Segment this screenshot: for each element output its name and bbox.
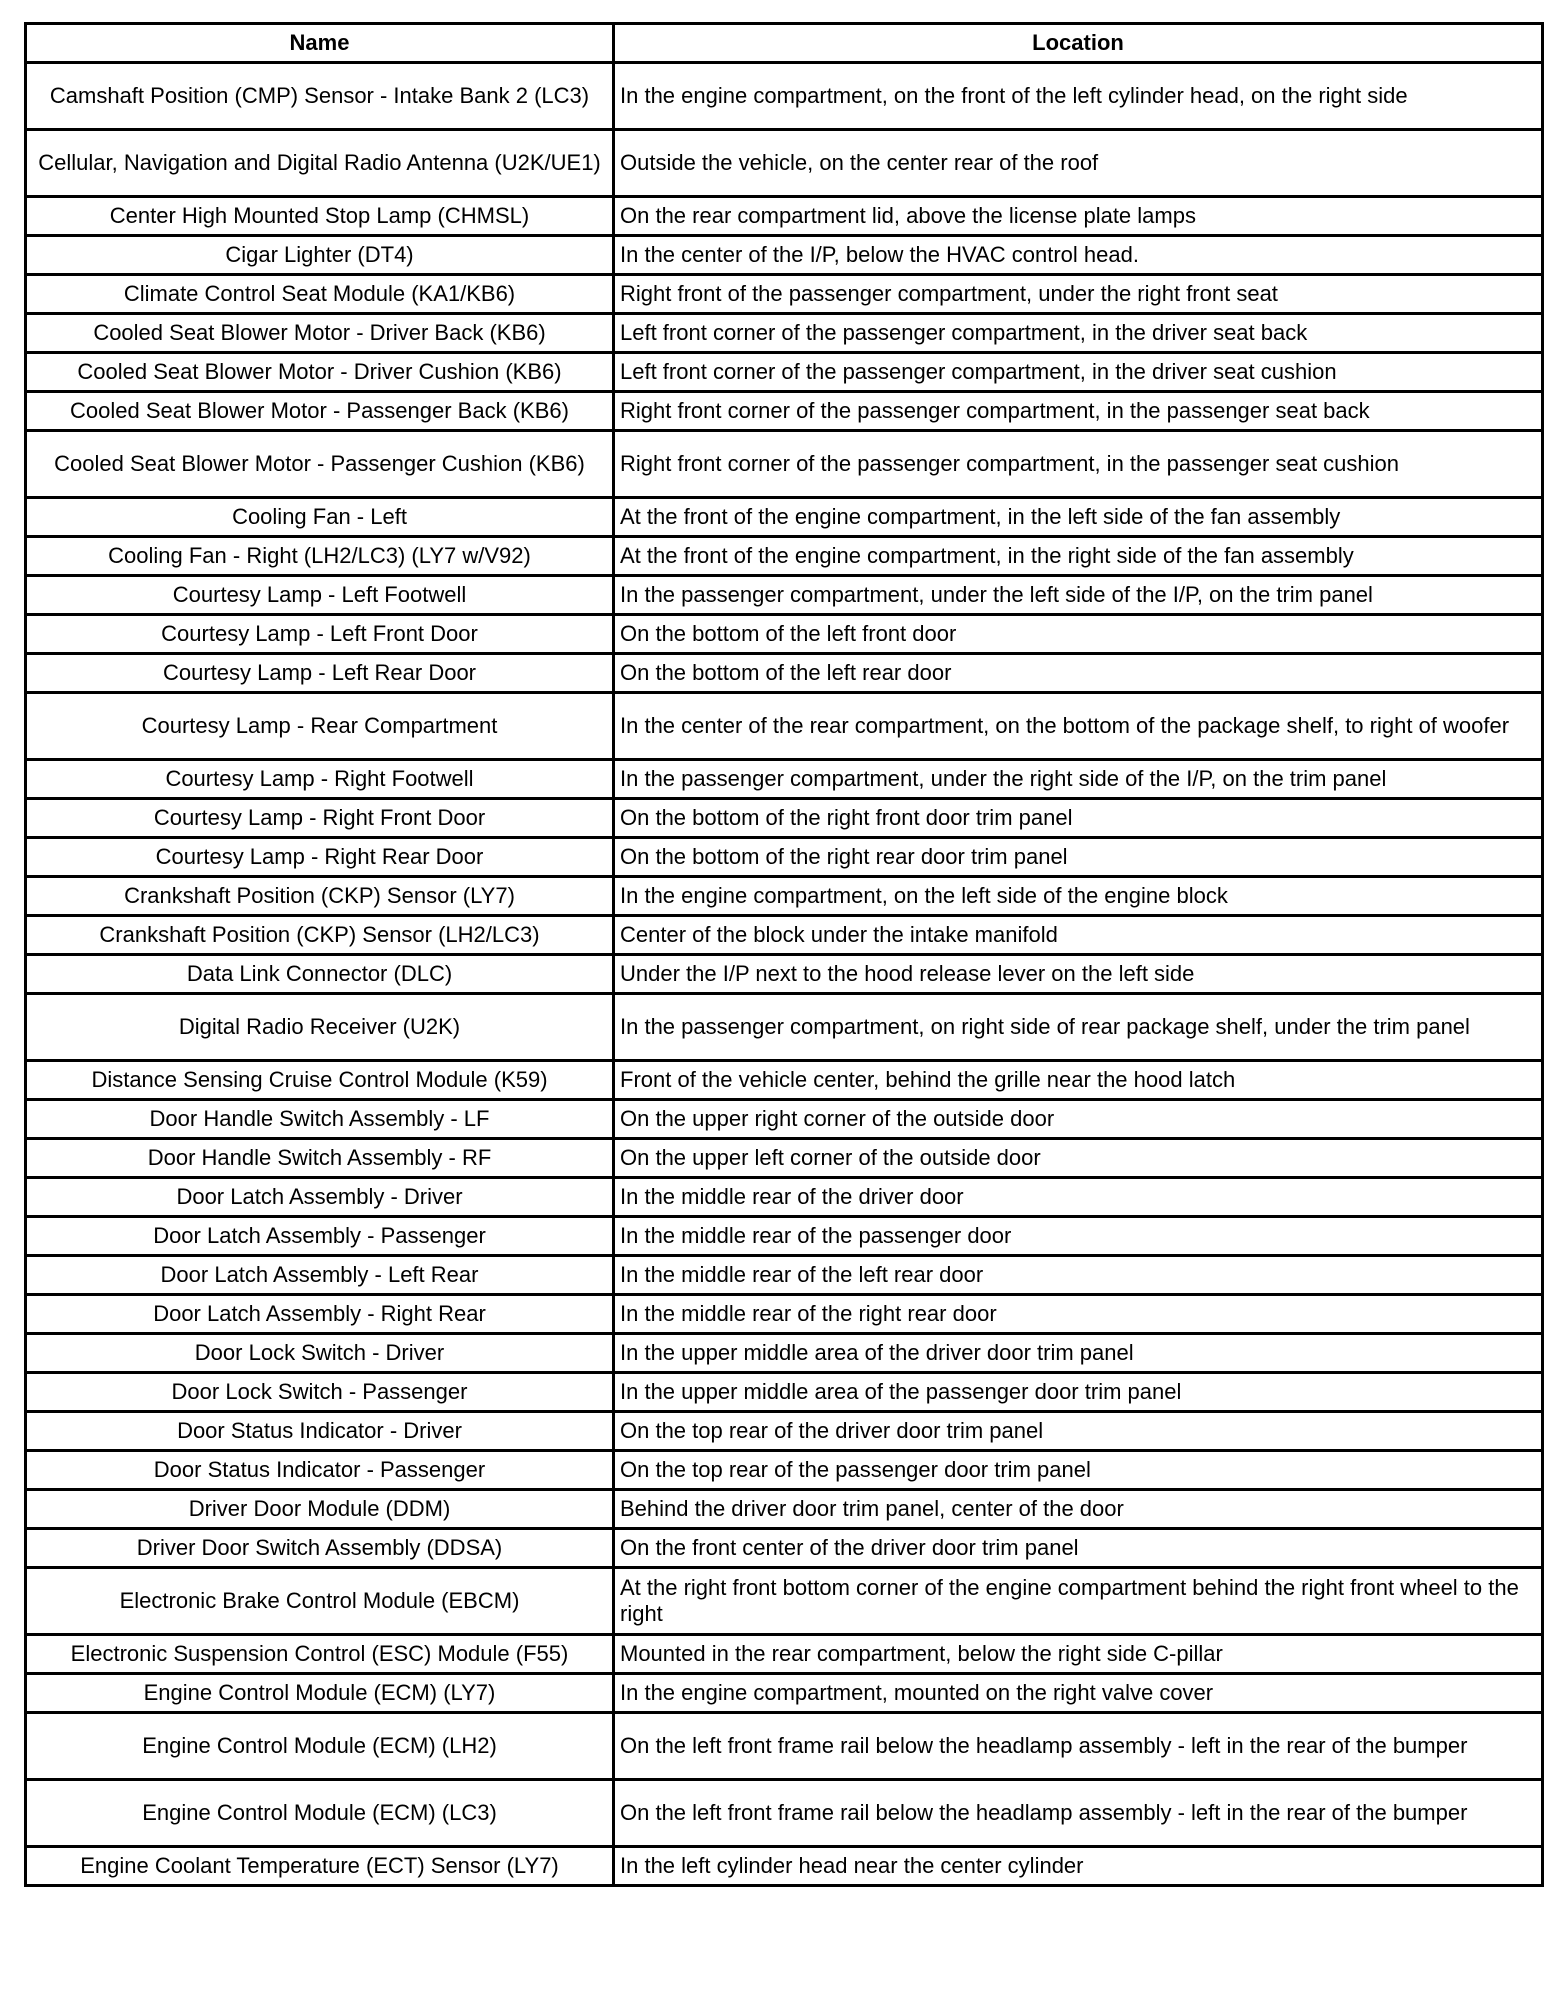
component-location-cell: At the right front bottom corner of the engine compartment behind the right front wheel to the right bbox=[614, 1568, 1543, 1635]
table-row bbox=[26, 877, 1543, 916]
table-row bbox=[26, 1635, 1543, 1674]
component-name-cell: Courtesy Lamp - Left Footwell bbox=[26, 576, 614, 615]
table-row bbox=[26, 275, 1543, 314]
table-row bbox=[26, 537, 1543, 576]
component-name-cell: Cigar Lighter (DT4) bbox=[26, 236, 614, 275]
component-location-cell: In the left cylinder head near the center cylinder bbox=[614, 1847, 1543, 1886]
name-column-header: Name bbox=[26, 24, 614, 63]
component-name-cell: Door Handle Switch Assembly - RF bbox=[26, 1139, 614, 1178]
table-row bbox=[26, 1412, 1543, 1451]
component-name-cell: Cooling Fan - Right (LH2/LC3) (LY7 w/V92) bbox=[26, 537, 614, 576]
component-locator-table bbox=[24, 22, 1544, 1887]
component-location-cell: Left front corner of the passenger compartment, in the driver seat cushion bbox=[614, 353, 1543, 392]
component-name-cell: Courtesy Lamp - Right Footwell bbox=[26, 760, 614, 799]
component-location-cell: Behind the driver door trim panel, center of the door bbox=[614, 1490, 1543, 1529]
component-location-cell: In the center of the I/P, below the HVAC control head. bbox=[614, 236, 1543, 275]
table-row bbox=[26, 1373, 1543, 1412]
component-name-cell: Engine Coolant Temperature (ECT) Sensor (LY7) bbox=[26, 1847, 614, 1886]
table-row bbox=[26, 63, 1543, 130]
component-location-cell: In the middle rear of the left rear door bbox=[614, 1256, 1543, 1295]
component-name-cell: Door Status Indicator - Passenger bbox=[26, 1451, 614, 1490]
component-name-cell: Electronic Brake Control Module (EBCM) bbox=[26, 1568, 614, 1635]
table-row bbox=[26, 838, 1543, 877]
component-name-cell: Cellular, Navigation and Digital Radio Antenna (U2K/UE1) bbox=[26, 130, 614, 197]
table-row bbox=[26, 916, 1543, 955]
component-name-cell: Courtesy Lamp - Left Front Door bbox=[26, 615, 614, 654]
location-column-header: Location bbox=[614, 24, 1543, 63]
table-row bbox=[26, 1674, 1543, 1713]
component-location-cell: In the engine compartment, on the front of the left cylinder head, on the right side bbox=[614, 63, 1543, 130]
table-row bbox=[26, 1139, 1543, 1178]
table-row bbox=[26, 1780, 1543, 1847]
table-row bbox=[26, 799, 1543, 838]
table-row bbox=[26, 130, 1543, 197]
table-row bbox=[26, 1256, 1543, 1295]
component-name-cell: Door Latch Assembly - Left Rear bbox=[26, 1256, 614, 1295]
component-name-cell: Driver Door Module (DDM) bbox=[26, 1490, 614, 1529]
table-row bbox=[26, 197, 1543, 236]
table-row bbox=[26, 994, 1543, 1061]
component-name-cell: Cooling Fan - Left bbox=[26, 498, 614, 537]
component-name-cell: Door Lock Switch - Passenger bbox=[26, 1373, 614, 1412]
component-location-cell: Right front corner of the passenger compartment, in the passenger seat back bbox=[614, 392, 1543, 431]
component-name-cell: Cooled Seat Blower Motor - Driver Cushion (KB6) bbox=[26, 353, 614, 392]
component-name-cell: Door Latch Assembly - Right Rear bbox=[26, 1295, 614, 1334]
component-location-cell: On the left front frame rail below the headlamp assembly - left in the rear of the bumper bbox=[614, 1713, 1543, 1780]
table-row bbox=[26, 236, 1543, 275]
component-name-cell: Engine Control Module (ECM) (LC3) bbox=[26, 1780, 614, 1847]
component-location-cell: Front of the vehicle center, behind the grille near the hood latch bbox=[614, 1061, 1543, 1100]
table-row bbox=[26, 314, 1543, 353]
component-location-cell: On the front center of the driver door trim panel bbox=[614, 1529, 1543, 1568]
component-location-cell: In the passenger compartment, under the left side of the I/P, on the trim panel bbox=[614, 576, 1543, 615]
component-name-cell: Courtesy Lamp - Right Front Door bbox=[26, 799, 614, 838]
component-name-cell: Door Latch Assembly - Driver bbox=[26, 1178, 614, 1217]
table-row bbox=[26, 1490, 1543, 1529]
component-location-cell: On the rear compartment lid, above the license plate lamps bbox=[614, 197, 1543, 236]
table-row bbox=[26, 615, 1543, 654]
component-location-cell: In the engine compartment, mounted on the right valve cover bbox=[614, 1674, 1543, 1713]
component-location-cell: Outside the vehicle, on the center rear of the roof bbox=[614, 130, 1543, 197]
component-location-cell: On the upper right corner of the outside door bbox=[614, 1100, 1543, 1139]
component-name-cell: Door Status Indicator - Driver bbox=[26, 1412, 614, 1451]
table-row bbox=[26, 1529, 1543, 1568]
component-name-cell: Electronic Suspension Control (ESC) Module (F55) bbox=[26, 1635, 614, 1674]
table-body bbox=[26, 63, 1543, 1886]
component-location-cell: In the upper middle area of the driver door trim panel bbox=[614, 1334, 1543, 1373]
component-location-cell: At the front of the engine compartment, in the left side of the fan assembly bbox=[614, 498, 1543, 537]
component-name-cell: Courtesy Lamp - Rear Compartment bbox=[26, 693, 614, 760]
component-location-cell: On the left front frame rail below the headlamp assembly - left in the rear of the bumper bbox=[614, 1780, 1543, 1847]
component-location-cell: In the passenger compartment, under the right side of the I/P, on the trim panel bbox=[614, 760, 1543, 799]
table-row bbox=[26, 1061, 1543, 1100]
component-name-cell: Courtesy Lamp - Right Rear Door bbox=[26, 838, 614, 877]
component-name-cell: Data Link Connector (DLC) bbox=[26, 955, 614, 994]
component-name-cell: Cooled Seat Blower Motor - Driver Back (KB6) bbox=[26, 314, 614, 353]
table-row bbox=[26, 654, 1543, 693]
header-row bbox=[26, 24, 1543, 63]
component-location-cell: In the center of the rear compartment, on the bottom of the package shelf, to right of woofer bbox=[614, 693, 1543, 760]
component-name-cell: Climate Control Seat Module (KA1/KB6) bbox=[26, 275, 614, 314]
component-name-cell: Engine Control Module (ECM) (LY7) bbox=[26, 1674, 614, 1713]
table-row bbox=[26, 498, 1543, 537]
table-row bbox=[26, 1178, 1543, 1217]
component-name-cell: Center High Mounted Stop Lamp (CHMSL) bbox=[26, 197, 614, 236]
component-location-cell: On the bottom of the left rear door bbox=[614, 654, 1543, 693]
component-name-cell: Cooled Seat Blower Motor - Passenger Back (KB6) bbox=[26, 392, 614, 431]
table-row bbox=[26, 1100, 1543, 1139]
component-name-cell: Door Latch Assembly - Passenger bbox=[26, 1217, 614, 1256]
component-location-cell: On the bottom of the right front door trim panel bbox=[614, 799, 1543, 838]
component-name-cell: Digital Radio Receiver (U2K) bbox=[26, 994, 614, 1061]
component-location-cell: On the top rear of the driver door trim panel bbox=[614, 1412, 1543, 1451]
component-location-cell: In the passenger compartment, on right side of rear package shelf, under the trim panel bbox=[614, 994, 1543, 1061]
component-location-cell: On the bottom of the right rear door trim panel bbox=[614, 838, 1543, 877]
table-row bbox=[26, 576, 1543, 615]
component-name-cell: Door Handle Switch Assembly - LF bbox=[26, 1100, 614, 1139]
table-row bbox=[26, 392, 1543, 431]
component-name-cell: Crankshaft Position (CKP) Sensor (LH2/LC3) bbox=[26, 916, 614, 955]
table-row bbox=[26, 431, 1543, 498]
component-location-cell: Center of the block under the intake manifold bbox=[614, 916, 1543, 955]
component-name-cell: Distance Sensing Cruise Control Module (K59) bbox=[26, 1061, 614, 1100]
table-row bbox=[26, 1295, 1543, 1334]
component-location-cell: On the bottom of the left front door bbox=[614, 615, 1543, 654]
component-name-cell: Cooled Seat Blower Motor - Passenger Cushion (KB6) bbox=[26, 431, 614, 498]
component-location-cell: In the middle rear of the driver door bbox=[614, 1178, 1543, 1217]
table-row bbox=[26, 353, 1543, 392]
table-row bbox=[26, 1451, 1543, 1490]
table-row bbox=[26, 1217, 1543, 1256]
table-row bbox=[26, 955, 1543, 994]
component-name-cell: Door Lock Switch - Driver bbox=[26, 1334, 614, 1373]
component-location-cell: On the upper left corner of the outside door bbox=[614, 1139, 1543, 1178]
table-row bbox=[26, 1713, 1543, 1780]
table-row bbox=[26, 1334, 1543, 1373]
component-location-cell: On the top rear of the passenger door trim panel bbox=[614, 1451, 1543, 1490]
component-name-cell: Driver Door Switch Assembly (DDSA) bbox=[26, 1529, 614, 1568]
component-name-cell: Crankshaft Position (CKP) Sensor (LY7) bbox=[26, 877, 614, 916]
table-row bbox=[26, 1568, 1543, 1635]
component-location-cell: In the middle rear of the passenger door bbox=[614, 1217, 1543, 1256]
component-location-cell: In the upper middle area of the passenger door trim panel bbox=[614, 1373, 1543, 1412]
component-location-cell: Under the I/P next to the hood release lever on the left side bbox=[614, 955, 1543, 994]
component-location-cell: Right front corner of the passenger compartment, in the passenger seat cushion bbox=[614, 431, 1543, 498]
table-row bbox=[26, 693, 1543, 760]
component-name-cell: Camshaft Position (CMP) Sensor - Intake Bank 2 (LC3) bbox=[26, 63, 614, 130]
table-row bbox=[26, 1847, 1543, 1886]
component-location-cell: Mounted in the rear compartment, below the right side C-pillar bbox=[614, 1635, 1543, 1674]
component-location-cell: In the engine compartment, on the left side of the engine block bbox=[614, 877, 1543, 916]
table-row bbox=[26, 760, 1543, 799]
component-location-cell: Left front corner of the passenger compartment, in the driver seat back bbox=[614, 314, 1543, 353]
component-location-cell: Right front of the passenger compartment, under the right front seat bbox=[614, 275, 1543, 314]
component-name-cell: Courtesy Lamp - Left Rear Door bbox=[26, 654, 614, 693]
component-location-cell: At the front of the engine compartment, in the right side of the fan assembly bbox=[614, 537, 1543, 576]
component-location-cell: In the middle rear of the right rear door bbox=[614, 1295, 1543, 1334]
component-name-cell: Engine Control Module (ECM) (LH2) bbox=[26, 1713, 614, 1780]
